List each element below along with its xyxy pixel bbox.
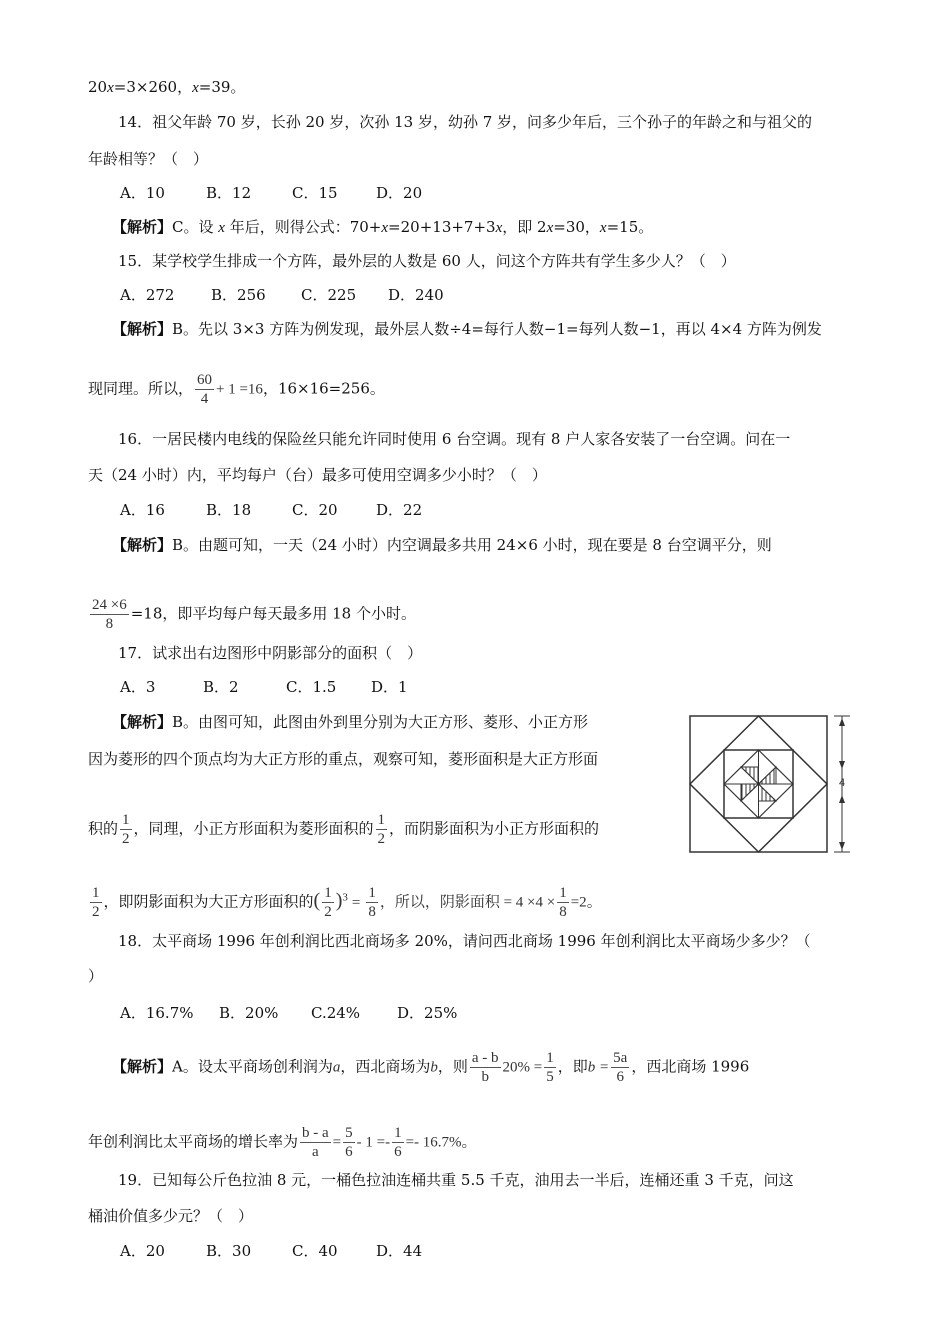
arrow-down-icon [839, 842, 845, 850]
q17-answer-line2: 因为菱形的四个顶点均为大正方形的重点，观察可知，菱形面积是大正方形面 [88, 750, 599, 768]
fraction-eighth: $\frac{1}{8}$ [368, 885, 376, 920]
answer-label: 【解析】 [112, 320, 173, 338]
fraction: $\frac{1}{5}$ [546, 1050, 554, 1085]
q16-option-c: C．20 [292, 501, 338, 519]
q14-stem-line1: 14．祖父年龄 70 岁，长孙 20 岁，次孙 13 岁，幼孙 7 岁，问多少年后，三个孙子的年龄之和与祖父的 [118, 113, 813, 131]
q18-option-d: D．25% [397, 1004, 458, 1022]
q19-option-b: B．30 [206, 1242, 252, 1260]
q14-answer: 【解析】C。设 x 年后，则得公式：70+x=20+13+7+3x，即 2x=30，x=15。 [112, 218, 654, 236]
q14-option-a: A．10 [120, 184, 165, 202]
q18-option-b: B．20% [219, 1004, 279, 1022]
arrow-up-icon [839, 795, 845, 803]
answer-label: 【解析】 [112, 1057, 173, 1076]
q15-option-b: B．256 [211, 286, 266, 304]
q17-option-b: B．2 [203, 678, 239, 696]
q17-stem: 17．试求出右边图形中阴影部分的面积（ ） [118, 644, 423, 662]
q18-option-a: A．16.7% [120, 1004, 194, 1022]
q14-stem-line2: 年龄相等？（ ） [88, 150, 209, 168]
q14-option-d: D．20 [376, 184, 423, 202]
q16-answer-line1: 【解析】B。由题可知，一天（24 小时）内空调最多共用 24×6 小时，现在要是 8 台空调平分，则 [112, 536, 772, 554]
q16-option-d: D．22 [376, 501, 423, 519]
fraction-half: $\frac{1}{2}$ [92, 885, 100, 920]
q18-answer-line2: 年创利润比太平商场的增长率为 $\frac{b - a}{a}$ = $\frac{5}{6}$ - 1 =- $\frac{1}{6}$ =- 16.7%。 [88, 1125, 477, 1160]
q19-stem-line2: 桶油价值多少元？（ ） [88, 1207, 254, 1225]
fraction: $\frac{24 \times 6}{8}$ [92, 597, 127, 632]
q15-option-a: A．272 [120, 286, 175, 304]
q17-answer-line1: 【解析】B。由图可知，此图由外到里分别为大正方形、菱形、小正方形 [112, 713, 589, 731]
square-figure [688, 713, 864, 855]
q17-option-c: C．1.5 [286, 678, 337, 696]
q15-option-d: D．240 [388, 286, 444, 304]
q15-stem: 15．某学校学生排成一个方阵，最外层的人数是 60 人，问这个方阵共有学生多少人？（ ） [118, 252, 736, 270]
answer-label: 【解析】 [112, 218, 173, 236]
q16-answer-line2: $\frac{24 \times 6}{8}$ =18，即平均每户每天最多用 18 个小时。 [92, 597, 416, 632]
fraction-eighth: $\frac{1}{8}$ [559, 885, 567, 920]
q14-option-c: C．15 [292, 184, 338, 202]
q17-option-d: D．1 [371, 678, 408, 696]
q15-option-c: C．225 [301, 286, 357, 304]
answer-label: 【解析】 [112, 536, 173, 554]
q18-stem-line1: 18．太平商场 1996 年创利润比西北商场多 20%，请问西北商场 1996 年创利润比太平商场少多少？（ [118, 932, 811, 950]
q18-answer-line1: 【解析】A。设太平商场创利润为a，西北商场为b，则 $\frac{a - b}{b}$ 20% = $\frac{1}{5}$ ，即b = $\frac{5a}{6}$ ，西北商场 1996 [112, 1050, 750, 1085]
q15-answer-line1: 【解析】B。先以 3×3 方阵为例发现，最外层人数÷4=每行人数−1=每列人数−1，再以 4×4 方阵为例发 [112, 320, 822, 338]
fraction-half: $\frac{1}{2}$ [377, 812, 386, 847]
fraction-half: $\frac{1}{2}$ [122, 812, 130, 847]
prev-answer-tail: 20x=3×260，x=39。 [88, 78, 246, 96]
q19-stem-line1: 19．已知每公斤色拉油 8 元，一桶色拉油连桶共重 5.5 千克，油用去一半后，连桶还重 3 千克，问这 [118, 1171, 794, 1189]
q14-option-b: B．12 [206, 184, 252, 202]
arrow-down-icon [839, 761, 845, 769]
q16-stem-line1: 16．一居民楼内电线的保险丝只能允许同时使用 6 台空调。现有 8 户人家各安装了一台空调。问在一 [118, 430, 791, 448]
q16-stem-line2: 天（24 小时）内，平均每户（台）最多可使用空调多少小时？（ ） [88, 466, 547, 484]
fraction: $\frac{5a}{6}$ [613, 1050, 628, 1085]
q19-option-d: D．44 [376, 1242, 423, 1260]
q16-option-a: A．16 [120, 501, 165, 519]
q19-option-c: C．40 [292, 1242, 338, 1260]
fraction: $\frac{5}{6}$ [345, 1125, 353, 1160]
fraction-half: $\frac{1}{2}$ [324, 885, 332, 920]
fraction: $\frac{a - b}{b}$ [471, 1050, 499, 1085]
fraction: $\frac{b - a}{a}$ [302, 1125, 329, 1160]
fraction: $\frac{1}{6}$ [394, 1125, 402, 1160]
arrow-up-icon [839, 718, 845, 726]
q15-answer-line2: 现同理。所以， $\frac{60}{4}$ + 1 =16，16×16=256。 [88, 372, 385, 407]
answer-label: 【解析】 [112, 713, 173, 731]
dimension-label: 4 [839, 777, 846, 789]
fraction: $\frac{60}{4}$ [197, 372, 213, 407]
q18-stem-line2: ） [88, 967, 104, 985]
q17-answer-line4: $\frac{1}{2}$ ，即阴影面积为大正方形面积的( $\frac{1}{2}$ )$^3$ = $\frac{1}{8}$ ，所以，阴影面积 = 4 ×4 × $\frac{1}{8}$ =2。 [92, 885, 602, 920]
q17-option-a: A．3 [120, 678, 156, 696]
q18-option-c: C.24% [311, 1004, 361, 1022]
q17-answer-line3: 积的 $\frac{1}{2}$ ，同理，小正方形面积为菱形面积的 $\frac{1}{2}$ ，而阴影面积为小正方形面积的 [88, 812, 600, 847]
q16-option-b: B．18 [206, 501, 252, 519]
q19-option-a: A．20 [120, 1242, 165, 1260]
